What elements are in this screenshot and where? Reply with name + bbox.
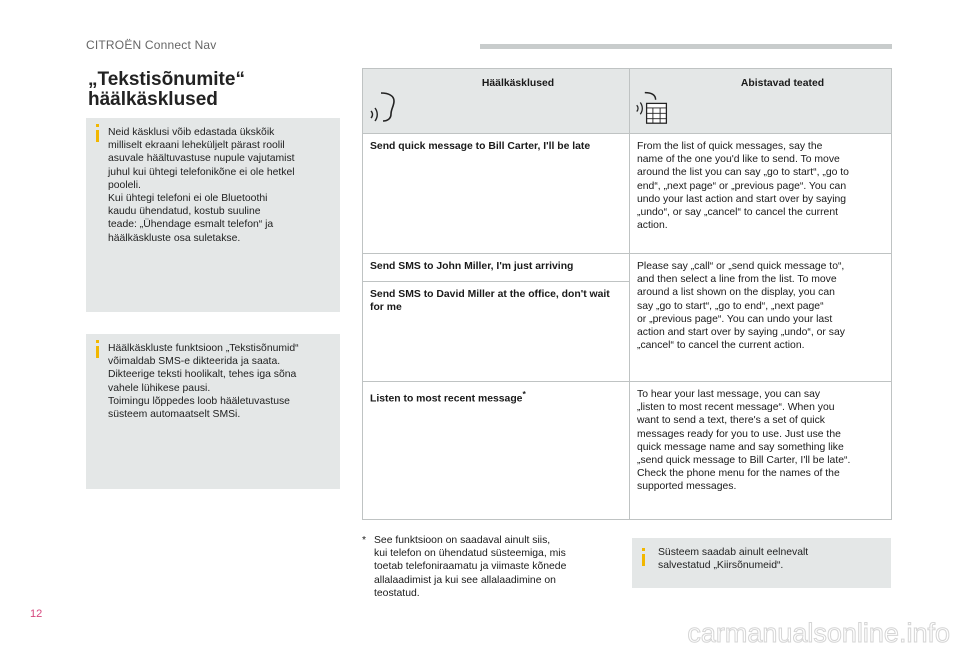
header-label: Abistavad teated [740, 78, 825, 89]
message-cell: To hear your last message, you can say „listen to most recent message“. When you want to send a text, there's a set of quick messages ready for you to use. Just use the quick message name and say something like „send quick message to Bill Carter, I'll be late“. Check the phone menu for the names of the supported messages. [630, 382, 892, 520]
header-divider-bar [480, 44, 892, 49]
section-title-line2: häälkäsklused [88, 89, 218, 110]
info-note-text: Süsteem saadab ainult eelnevalt salvestatud „Kiirsõnumeid“. [658, 547, 809, 572]
message-cell: Please say „call“ or „send quick message to“, and then select a line from the list. To move around a list shown on the display, you can say „go to start“, „go to end“, „next page“ or „previous page“. You can undo your last action and start over by saying „undo“, or say „cancel“ to cancel the current action. [630, 254, 892, 382]
voice-keypad-icon [634, 87, 670, 127]
table-row [363, 382, 892, 520]
command-cell [363, 382, 630, 520]
header-voice-commands [363, 69, 630, 134]
page-number: 12 [30, 608, 43, 620]
message-cell: From the list of quick messages, say the name of the one you'd like to send. To move around the list you can say „go to start“, „go to end“, „next page“ or „previous page“. You can undo your last action and start over by saying „undo“, or say „cancel“ to cancel the current action. [630, 134, 892, 254]
section-title [88, 70, 245, 110]
voice-commands-table [362, 68, 892, 520]
table-row [363, 254, 892, 282]
header-label: Häälkäsklused [481, 78, 555, 89]
info-note-text: Neid käsklusi võib edastada ükskõik milliselt ekraani leheküljelt pärast roolil asuvale häältuvastuse nupule vajutamist juhul kui ühtegi telefonikõne ei ole hetkel pooleli. Kui ühtegi telefoni ei ole Bluetoothi kaudu ühendatud, kostub suuline teade: „Ühendage esmalt telefon“ ja häälkäskluste osa suletakse. [108, 127, 295, 244]
info-icon [96, 346, 99, 358]
watermark [0, 618, 960, 649]
info-note-sms-dictation [86, 334, 340, 489]
command-text: Listen to most recent message [370, 393, 523, 405]
section-title-line1: „Tekstisõnumite“ [88, 69, 245, 90]
command-cell: Send SMS to David Miller at the office, don't wait for me [363, 282, 630, 382]
info-note-commands [86, 118, 340, 312]
footnote-text: See funktsioon on saadaval ainult siis, kui telefon on ühendatud süsteemiga, mis toetab telefoniraamatu ja viimaste kõnede allalaadimist ja kui see allalaadimine on teostatud. [374, 535, 567, 599]
command-cell: Send SMS to John Miller, I'm just arriving [363, 254, 630, 282]
info-note-quick-messages [632, 538, 891, 588]
table-header-row [363, 69, 892, 134]
footnote [362, 534, 614, 600]
header-helpful-messages [630, 69, 892, 134]
watermark-text: carmanualsonline.info [687, 618, 950, 648]
footnote-star: * [362, 535, 367, 546]
info-icon [96, 130, 99, 142]
info-note-text: Häälkäskluste funktsioon „Tekstisõnumid“ võimaldab SMS-e dikteerida ja saata. Dikteerige teksti hoolikalt, tehes iga sõna vahele lühikese pausi. Toimingu lõppedes loob hääletuvastuse süsteem automaatselt SMSi. [108, 343, 299, 421]
brand-header: CITROËN Connect Nav [86, 38, 217, 52]
table-row [363, 134, 892, 254]
voice-command-icon [367, 87, 403, 127]
command-cell: Send quick message to Bill Carter, I'll be late [363, 134, 630, 254]
info-icon [642, 554, 645, 566]
footnote-marker: * [522, 389, 526, 399]
